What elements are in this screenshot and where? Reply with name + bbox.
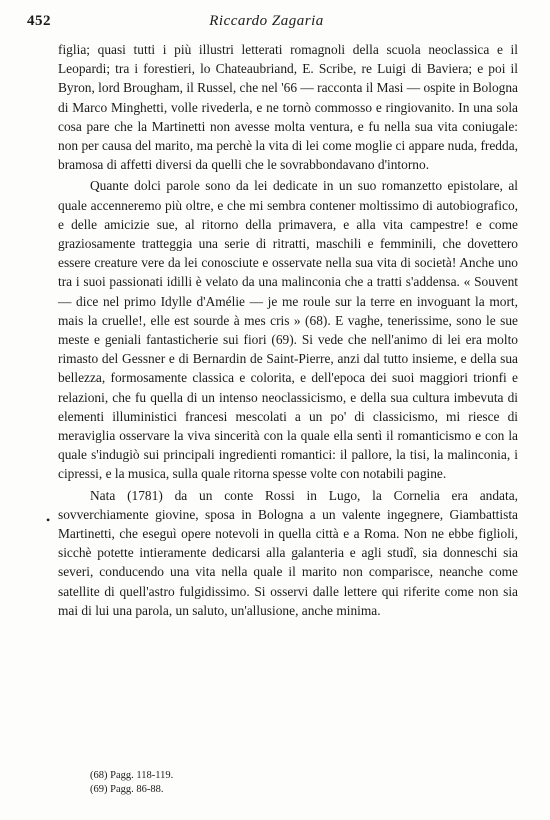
paragraph-1: figlia; quasi tutti i più illustri letterati romagnoli della scuola neoclassica e il Leopardi; tra i forestieri, lo Chateaubriand, E. Scribe, re Luigi di Baviera; e poi il Byron, lord Brougham, il Russel, che nel '66 — racconta il Masi — ospite in Bologna di Marco Minghetti, volle rivederla, e ne tornò commosso e ringiovanito. In una sola cosa pare che la Martinetti non avesse molta ventura, e fu nella sua vita coniugale: non per causa del marito, ma perchè la vita di lei come moglie ci appare nuda, fredda, bramosa di affetti diversi da quelli che le sovrabbondavano d'intorno. — [58, 42, 518, 173]
footnote-69: (69) Pagg. 86-88. — [90, 784, 164, 795]
paragraph-2: Quante dolci parole sono da lei dedicate in un suo romanzetto epistolare, al quale accenneremo più oltre, e che mi sembra contener moltissimo di autobiografico, e delle amicizie sue, al ritorno della primavera, e alla vita campestre! e come graziosamente tratteggia una serie di ritratti, maschili e femminili, che dovettero essere creature vere da lei conosciute e osservate nella sua vita di società! Anche uno tra i suoi passionati idilli è velato da una malinconia che a tratti s'addensa. « Souvent — dice nel primo Idylle d'Amélie — je me roule sur la terre en invoguant la mort, mais la cruelle!, elle est sourde à mes cris » (68). E vaghe, tenerissime, sono le sue meste e geniali fantasticherie sui fiori (69). Si vede che nell'animo di lei era molto rimasto del Gessner e di Bernardin de Saint-Pierre, anzi dal tutto insieme, e della sua bellezza, formosamente classica e colorita, e dell'epoca dei suoi maggiori trionfi e relazioni, che fu quella di un intenso neoclassicismo, e della sua cultura imbevuta di elementi illuministici francesi mescolati a un po' di classicismo, mi riesce di meraviglia osservare la viva sincerità con la quale ella sentì il romanticismo e con la quale s'indugiò sui principali ingredienti romantici: il pallore, la tisi, la malinconia, i cipressi, e la musica, sulla quale ritorna spesse volte con notabili pagine. — [58, 178, 518, 482]
body-text — [58, 40, 518, 620]
footnote-68: (68) Pagg. 118-119. — [90, 770, 174, 781]
running-title: Riccardo Zagaria — [209, 12, 324, 29]
margin-mark: • — [46, 513, 51, 527]
paragraph-3: Nata (1781) da un conte Rossi in Lugo, la Cornelia era andata, sovverchiamente giovine, sposa in Bologna a un valente ingegnere, Giambattista Martinetti, che eseguì opere notevoli in quella città e a Roma. Non ne ebbe figlioli, sicchè potette intieramente dedicarsi alla galanteria e agli studî, sia donneschi sia severi, conducendo una vita nella quale il marito non comparisce, neanche come satellite di quell'astro fulgidissimo. Si osservi dalle lettere qui riferite come non sia mai di lui una parola, un saluto, un'allusione, anche minima. — [58, 487, 518, 618]
running-header — [27, 12, 520, 30]
page-number: 452 — [27, 12, 51, 29]
footnotes — [90, 769, 173, 797]
